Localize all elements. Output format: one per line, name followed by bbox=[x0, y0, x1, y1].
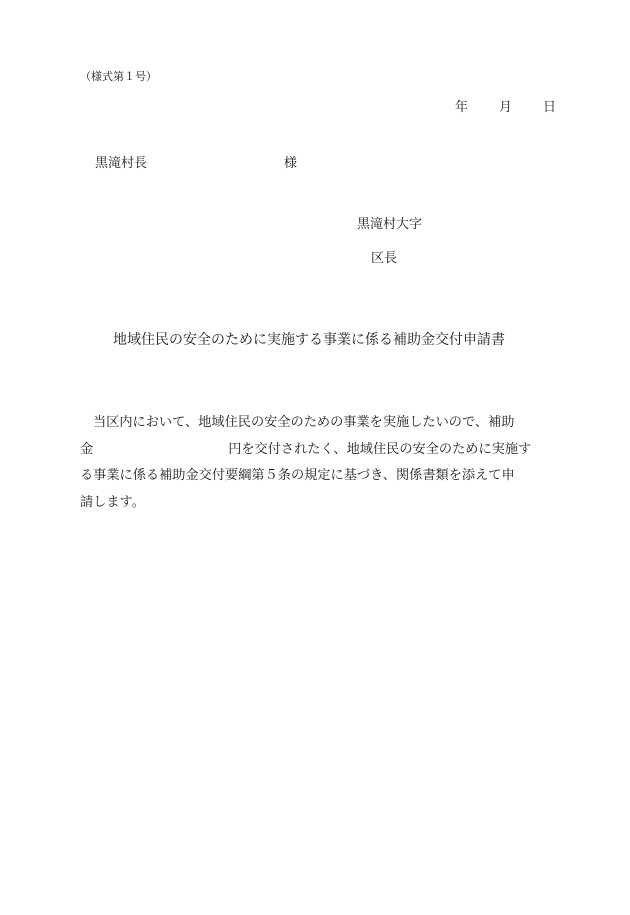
date-year-label: 年 bbox=[455, 100, 469, 115]
body-line-4: 請します。 bbox=[80, 494, 145, 510]
addressee-honorific: 様 bbox=[284, 156, 298, 171]
body-line-3: る事業に係る補助金交付要綱第５条の規定に基づき、関係書類を添えて申 bbox=[80, 468, 515, 483]
body-line-2-end: 円を交付されたく、地域住民の安全のために実施す bbox=[228, 441, 532, 457]
document-title: 地域住民の安全のために実施する事業に係る補助金交付申請書 bbox=[113, 332, 505, 348]
body-text bbox=[80, 410, 560, 516]
body-line-2-start: 金 bbox=[80, 441, 94, 457]
date-month-label: 月 bbox=[499, 100, 513, 115]
applicant-village: 黒滝村大字 bbox=[357, 217, 423, 232]
applicant-role: 区長 bbox=[371, 251, 398, 266]
form-number: （様式第１号） bbox=[80, 70, 157, 83]
body-line-2 bbox=[80, 437, 560, 464]
date-day-label: 日 bbox=[543, 100, 557, 115]
body-line-1: 当区内において、地域住民の安全のための事業を実施したいので、補助 bbox=[93, 415, 515, 430]
addressee-name: 黒滝村長 bbox=[95, 156, 148, 171]
